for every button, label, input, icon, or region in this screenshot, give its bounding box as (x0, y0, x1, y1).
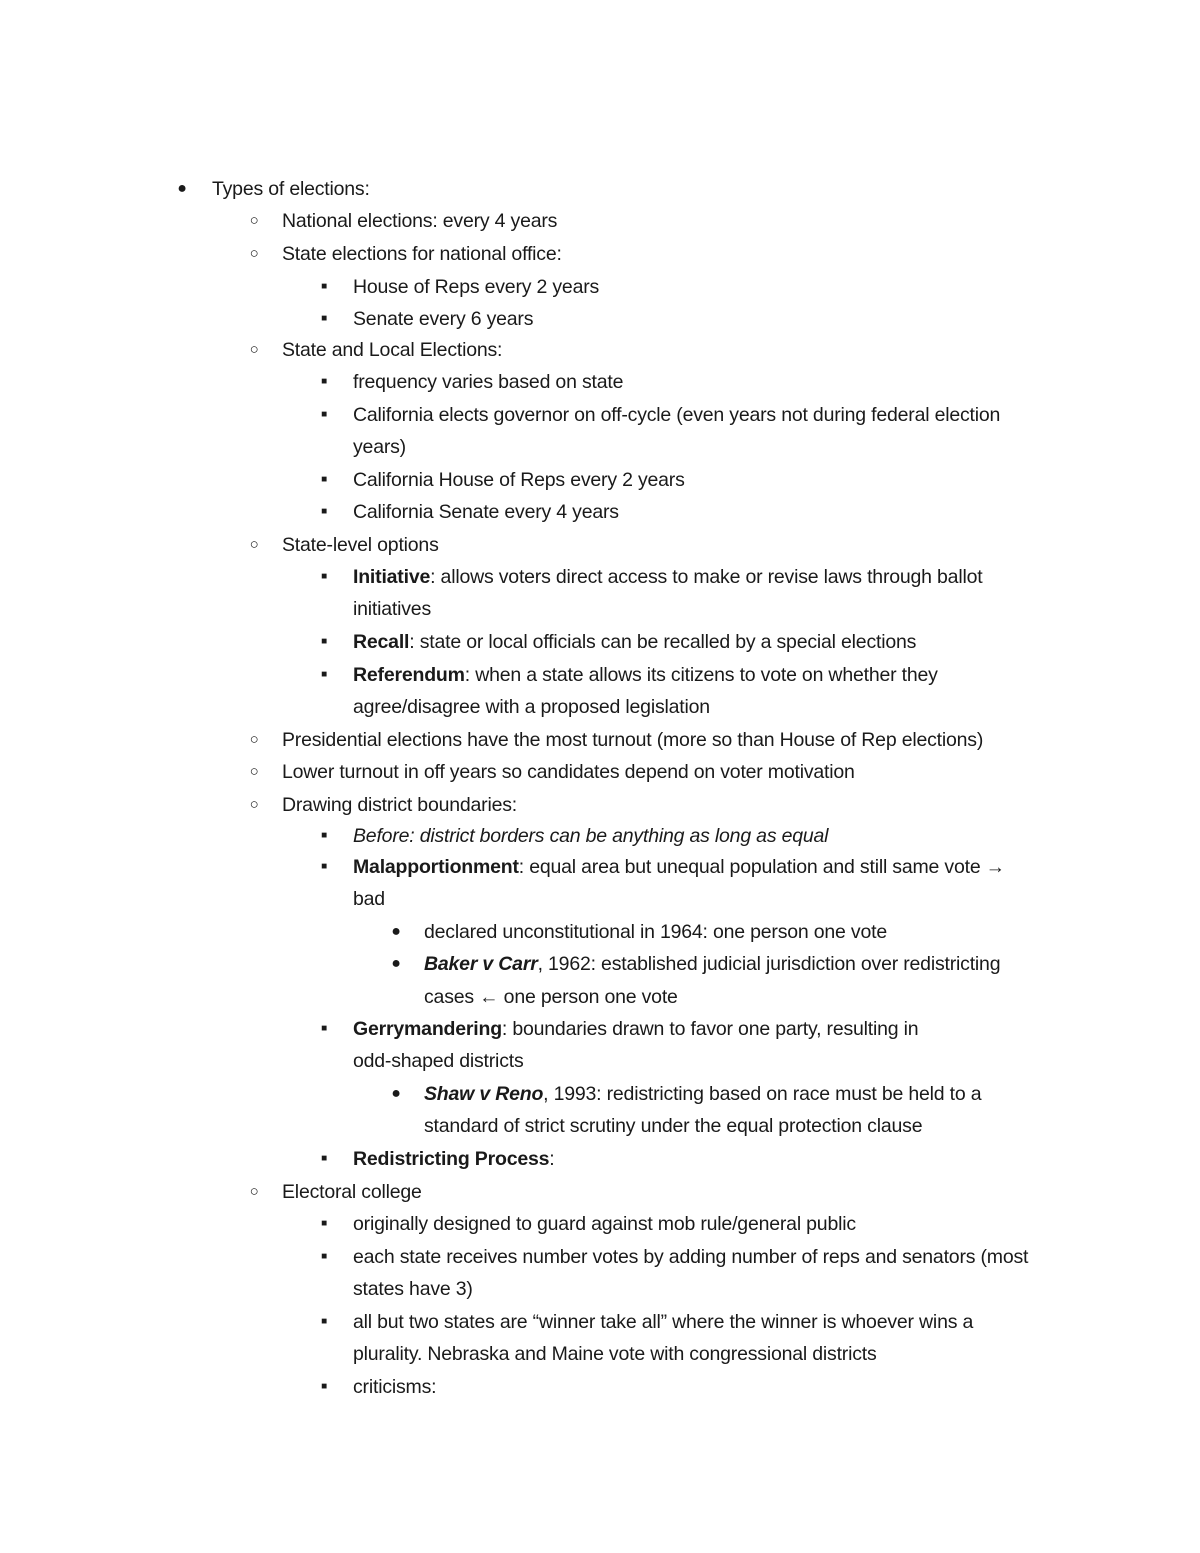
list-item: Before: district borders can be anything as long as equal (353, 825, 829, 847)
list-item: Lower turnout in off years so candidates depend on voter motivation (282, 761, 855, 783)
bullet-hollow-icon: ○ (249, 796, 259, 813)
bullet-square-icon: ■ (321, 506, 327, 517)
list-item: Shaw v Reno, 1993: redistricting based on race must be held to a (424, 1083, 982, 1105)
list-item-continuation: states have 3) (353, 1278, 473, 1300)
list-item: Referendum: when a state allows its citizens to vote on whether they (353, 664, 938, 686)
bullet-square-icon: ■ (321, 1218, 327, 1229)
list-item: Presidential elections have the most turnout (more so than House of Rep elections) (282, 729, 984, 751)
list-item: all but two states are “winner take all” where the winner is whoever wins a (353, 1311, 974, 1333)
list-item: Malapportionment: equal area but unequal population and still same vote → (353, 856, 1005, 878)
list-item-continuation: cases ← one person one vote (424, 986, 678, 1008)
list-item: State elections for national office: (282, 243, 562, 265)
list-item: Types of elections: (212, 178, 370, 200)
list-item: originally designed to guard against mob rule/general public (353, 1213, 856, 1235)
list-item: Baker v Carr, 1962: established judicial jurisdiction over redistricting (424, 953, 1001, 975)
bullet-square-icon: ■ (321, 861, 327, 872)
list-item: California elects governor on off-cycle (even years not during federal election (353, 404, 1001, 426)
list-item: Redistricting Process: (353, 1148, 555, 1170)
bullet-hollow-icon: ○ (249, 212, 259, 229)
bullet-square-icon: ■ (321, 474, 327, 485)
list-item: State-level options (282, 534, 439, 556)
bullet-hollow-icon: ○ (249, 341, 259, 358)
list-item: Recall: state or local officials can be recalled by a special elections (353, 631, 917, 653)
list-item: Electoral college (282, 1181, 422, 1203)
list-item: State and Local Elections: (282, 339, 503, 361)
bullet-hollow-icon: ○ (249, 731, 259, 748)
bullet-square-icon: ■ (321, 1381, 327, 1392)
list-item: California Senate every 4 years (353, 501, 619, 523)
bullet-square-icon: ■ (321, 376, 327, 387)
list-item: Gerrymandering: boundaries drawn to favor one party, resulting in (353, 1018, 919, 1040)
bullet-square-icon: ■ (321, 1153, 327, 1164)
list-item: Drawing district boundaries: (282, 794, 518, 816)
bullet-hollow-icon: ○ (249, 536, 259, 553)
bullet-square-icon: ■ (321, 636, 327, 647)
bullet-filled-icon: ● (391, 1085, 401, 1102)
list-item-continuation: initiatives (353, 598, 431, 620)
bullet-square-icon: ■ (321, 571, 327, 582)
list-item-continuation: agree/disagree with a proposed legislation (353, 696, 710, 718)
bullet-filled-icon: ● (177, 180, 187, 197)
bullet-square-icon: ■ (321, 313, 327, 324)
bullet-square-icon: ■ (321, 1316, 327, 1327)
bullet-square-icon: ■ (321, 409, 327, 420)
list-item-continuation: plurality. Nebraska and Maine vote with congressional districts (353, 1343, 877, 1365)
list-item-continuation: standard of strict scrutiny under the equal protection clause (424, 1115, 923, 1137)
bullet-filled-icon: ● (391, 955, 401, 972)
bullet-hollow-icon: ○ (249, 1183, 259, 1200)
list-item: California House of Reps every 2 years (353, 469, 685, 491)
list-item: National elections: every 4 years (282, 210, 558, 232)
list-item: House of Reps every 2 years (353, 276, 600, 298)
bullet-square-icon: ■ (321, 281, 327, 292)
list-item: each state receives number votes by adding number of reps and senators (most (353, 1246, 1029, 1268)
list-item: criticisms: (353, 1376, 437, 1398)
bullet-filled-icon: ● (391, 923, 401, 940)
list-item: Senate every 6 years (353, 308, 534, 330)
list-item: Initiative: allows voters direct access to make or revise laws through ballot (353, 566, 983, 588)
list-item-continuation: bad (353, 888, 385, 910)
bullet-hollow-icon: ○ (249, 763, 259, 780)
list-item-continuation: years) (353, 436, 406, 458)
list-item: declared unconstitutional in 1964: one person one vote (424, 921, 887, 943)
list-item-continuation: odd-shaped districts (353, 1050, 524, 1072)
bullet-square-icon: ■ (321, 669, 327, 680)
bullet-square-icon: ■ (321, 1023, 327, 1034)
bullet-hollow-icon: ○ (249, 245, 259, 262)
list-item: frequency varies based on state (353, 371, 624, 393)
bullet-square-icon: ■ (321, 830, 327, 841)
bullet-square-icon: ■ (321, 1251, 327, 1262)
